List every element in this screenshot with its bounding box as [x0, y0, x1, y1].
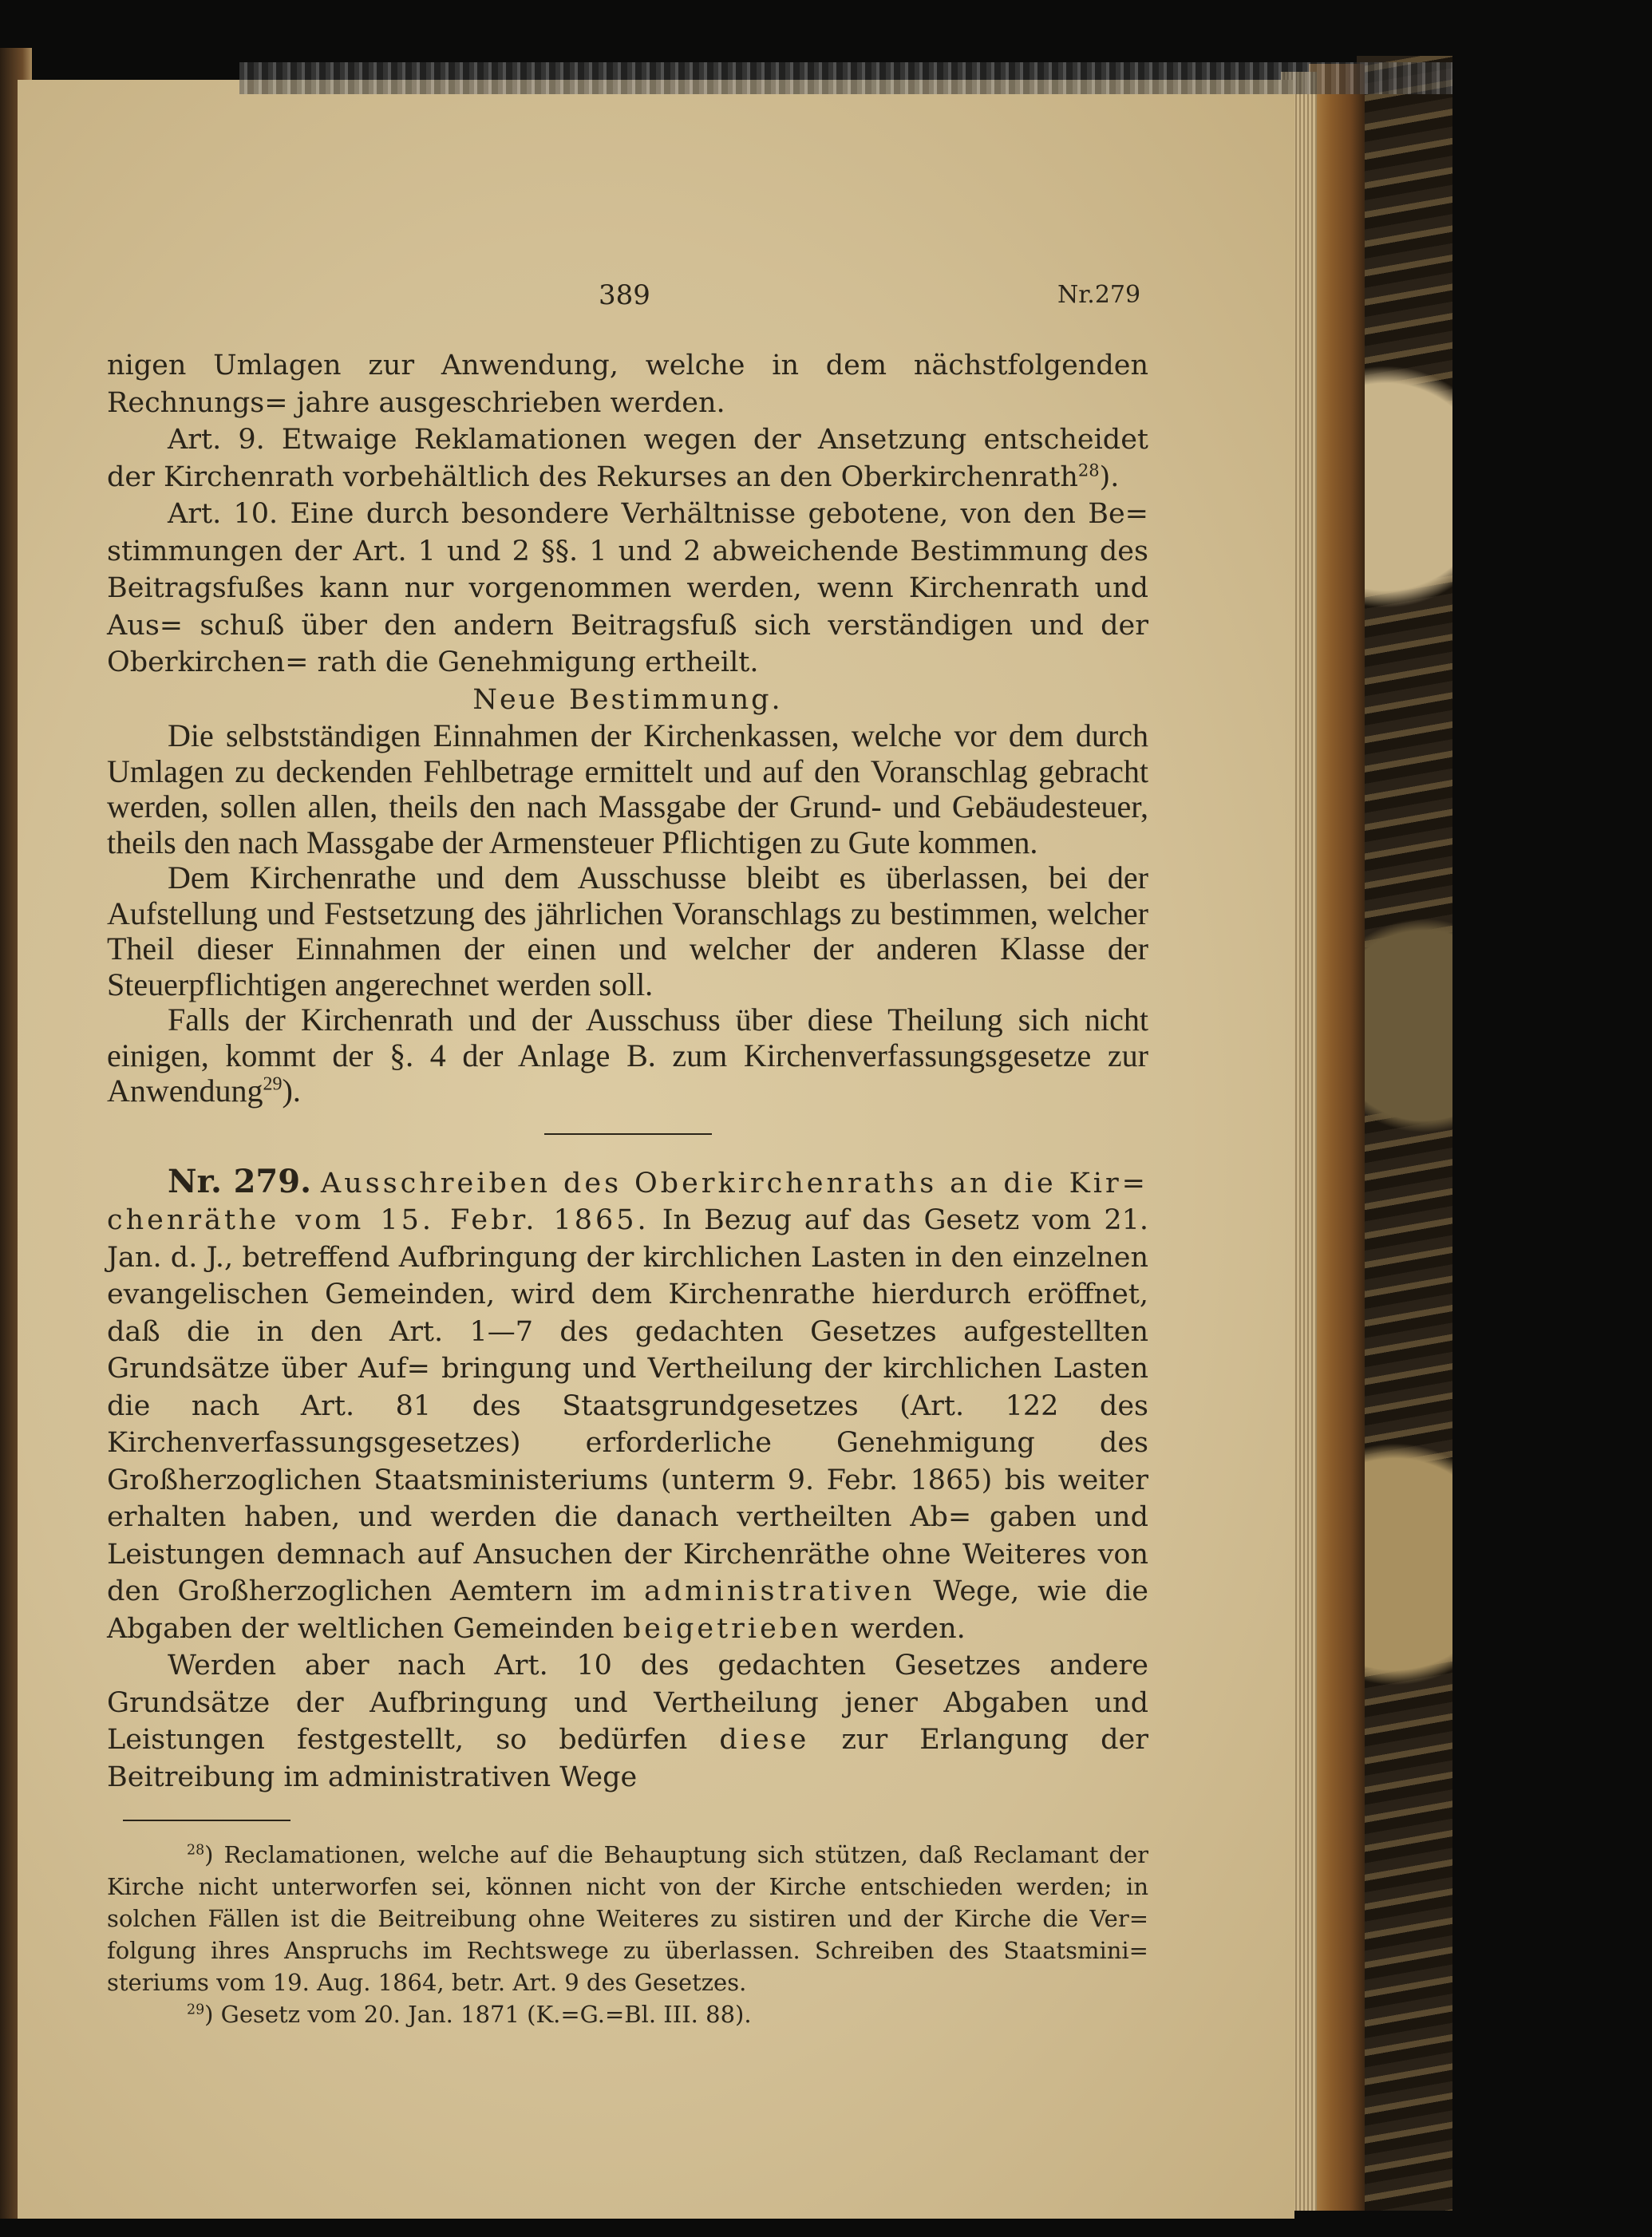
footnotes [107, 1839, 1148, 2030]
paragraph-art-9: Art. 9. Etwaige Reklamationen wegen der Ansetzung entscheidet der Kirchenrath vorbehältlich des Rekurses an den Oberkirchenrath$^{28}$). [107, 424, 1148, 493]
footnote-ref-29: 29 [263, 1073, 283, 1095]
running-head: Nr.279 [1057, 281, 1141, 309]
paragraph-art-10: Art. 10. Eine durch besondere Verhältnisse gebotene, von den Be= stimmungen der Art. 1 und 2 §§. 1 und 2 abweichende Bestimmung des Beitragsfußes kann nur vorgenommen werden, wenn Kirchenrath und Aus= schuß über den andern Beitragsfuß sich verständigen und der Oberkirchen= rath die Genehmigung ertheilt. [107, 498, 1148, 678]
page-content [107, 347, 1148, 2030]
paragraph-nr-279: Nr. 279. Ausschreiben des Oberkirchenraths an die Kir= chenräthe vom 15. Febr. 1865. In Bezug auf das Gesetz vom 21. Jan. d. J., betreffend Aufbringung der kirchlichen Lasten in den einzelnen evangelischen Gemeinden, wird dem Kirchenrathe hierdurch eröffnet, daß die in den Art. 1—7 des gedachten Gesetzes aufgestellten Grundsätze über Auf= bringung und Vertheilung der kirchlichen Lasten die nach Art. 81 des Staatsgrundgesetzes (Art. 122 des Kirchenverfassungsgesetzes) erforderliche Genehmigung des Großherzoglichen Staatsministeriums (unterm 9. Febr. 1865) bis weiter erhalten haben, und werden die danach vertheilten Ab= gaben und Leistungen demnach auf Ansuchen der Kirchenräthe ohne Weiteres von den Großherzoglichen Aemtern im administrativen Wege, wie die Abgaben der weltlichen Gemeinden beigetrieben werden. [107, 1162, 1148, 1645]
section-heading: Neue Bestimmung. [472, 683, 783, 716]
entry-number: Nr. 279. [168, 1162, 312, 1200]
page-number: 389 [599, 279, 650, 311]
paragraph-nr-279-cont: Werden aber nach Art. 10 des gedachten Gesetzes andere Grundsätze der Aufbringung und Vertheilung jener Abgaben und Leistungen festgestellt, so bedürfen diese zur Erlangung der Beitreibung im administrativen Wege [107, 1650, 1148, 1793]
paragraph-neue-3: Falls der Kirchenrath und der Ausschuss über diese Theilung sich nicht einigen, kommt der §. 4 der Anlage B. zum Kirchenverfassungsgesetze zur Anwendung$^{29}$). [107, 1002, 1148, 1109]
paragraph-neue-1: Die selbstständigen Einnahmen der Kirchenkassen, welche vor dem durch Umlagen zu deckenden Fehlbetrage ermittelt und auf den Voranschlag gebracht werden, sollen allen, theils den nach Massgabe der Grund- und Gebäudesteuer, theils den nach Massgabe der Armensteuer Pflichtigen zu Gute kommen. [107, 717, 1148, 860]
entry-title: Ausschreiben des Oberkirchenraths an die Kir= chenräthe vom 15. Febr. 1865. [107, 1167, 1148, 1236]
paragraph-continuation: nigen Umlagen zur Anwendung, welche in dem nächstfolgenden Rechnungs= jahre ausgeschrieben werden. [107, 350, 1148, 419]
marbled-book-cover [1357, 56, 1452, 2211]
footnote-ref-28: 28 [1077, 460, 1100, 480]
book-page [18, 80, 1294, 2219]
paragraph-neue-2: Dem Kirchenrathe und dem Ausschusse bleibt es überlassen, bei der Aufstellung und Festsetzung des jährlichen Voranschlags zu bestimmen, welcher Theil dieser Einnahmen der einen und welcher der anderen Klasse der Steuerpflichtigen angerechnet werden soll. [107, 860, 1148, 1002]
footnote-28: $^{28}$) Reclamationen, welche auf die Behauptung sich stützen, daß Reclamant der Kirche nicht unterworfen sei, können nicht von der Kirche entschieden werden; in solchen Fällen ist die Beitreibung ohne Weiteres zu sistiren und der Kirche die Ver= folgung ihres Anspruchs im Rechtswege zu überlassen. Schreiben des Staatsmini= steriums vom 19. Aug. 1864, betr. Art. 9 des Gesetzes. [107, 1841, 1148, 1996]
footnote-29: $^{29}$) Gesetz vom 20. Jan. 1871 (K.=G.=Bl. III. 88). [187, 2001, 752, 2028]
leather-binding [1309, 64, 1365, 2211]
section-divider [544, 1133, 712, 1135]
footnote-rule [123, 1820, 290, 1821]
top-binding-strip [239, 62, 1452, 94]
